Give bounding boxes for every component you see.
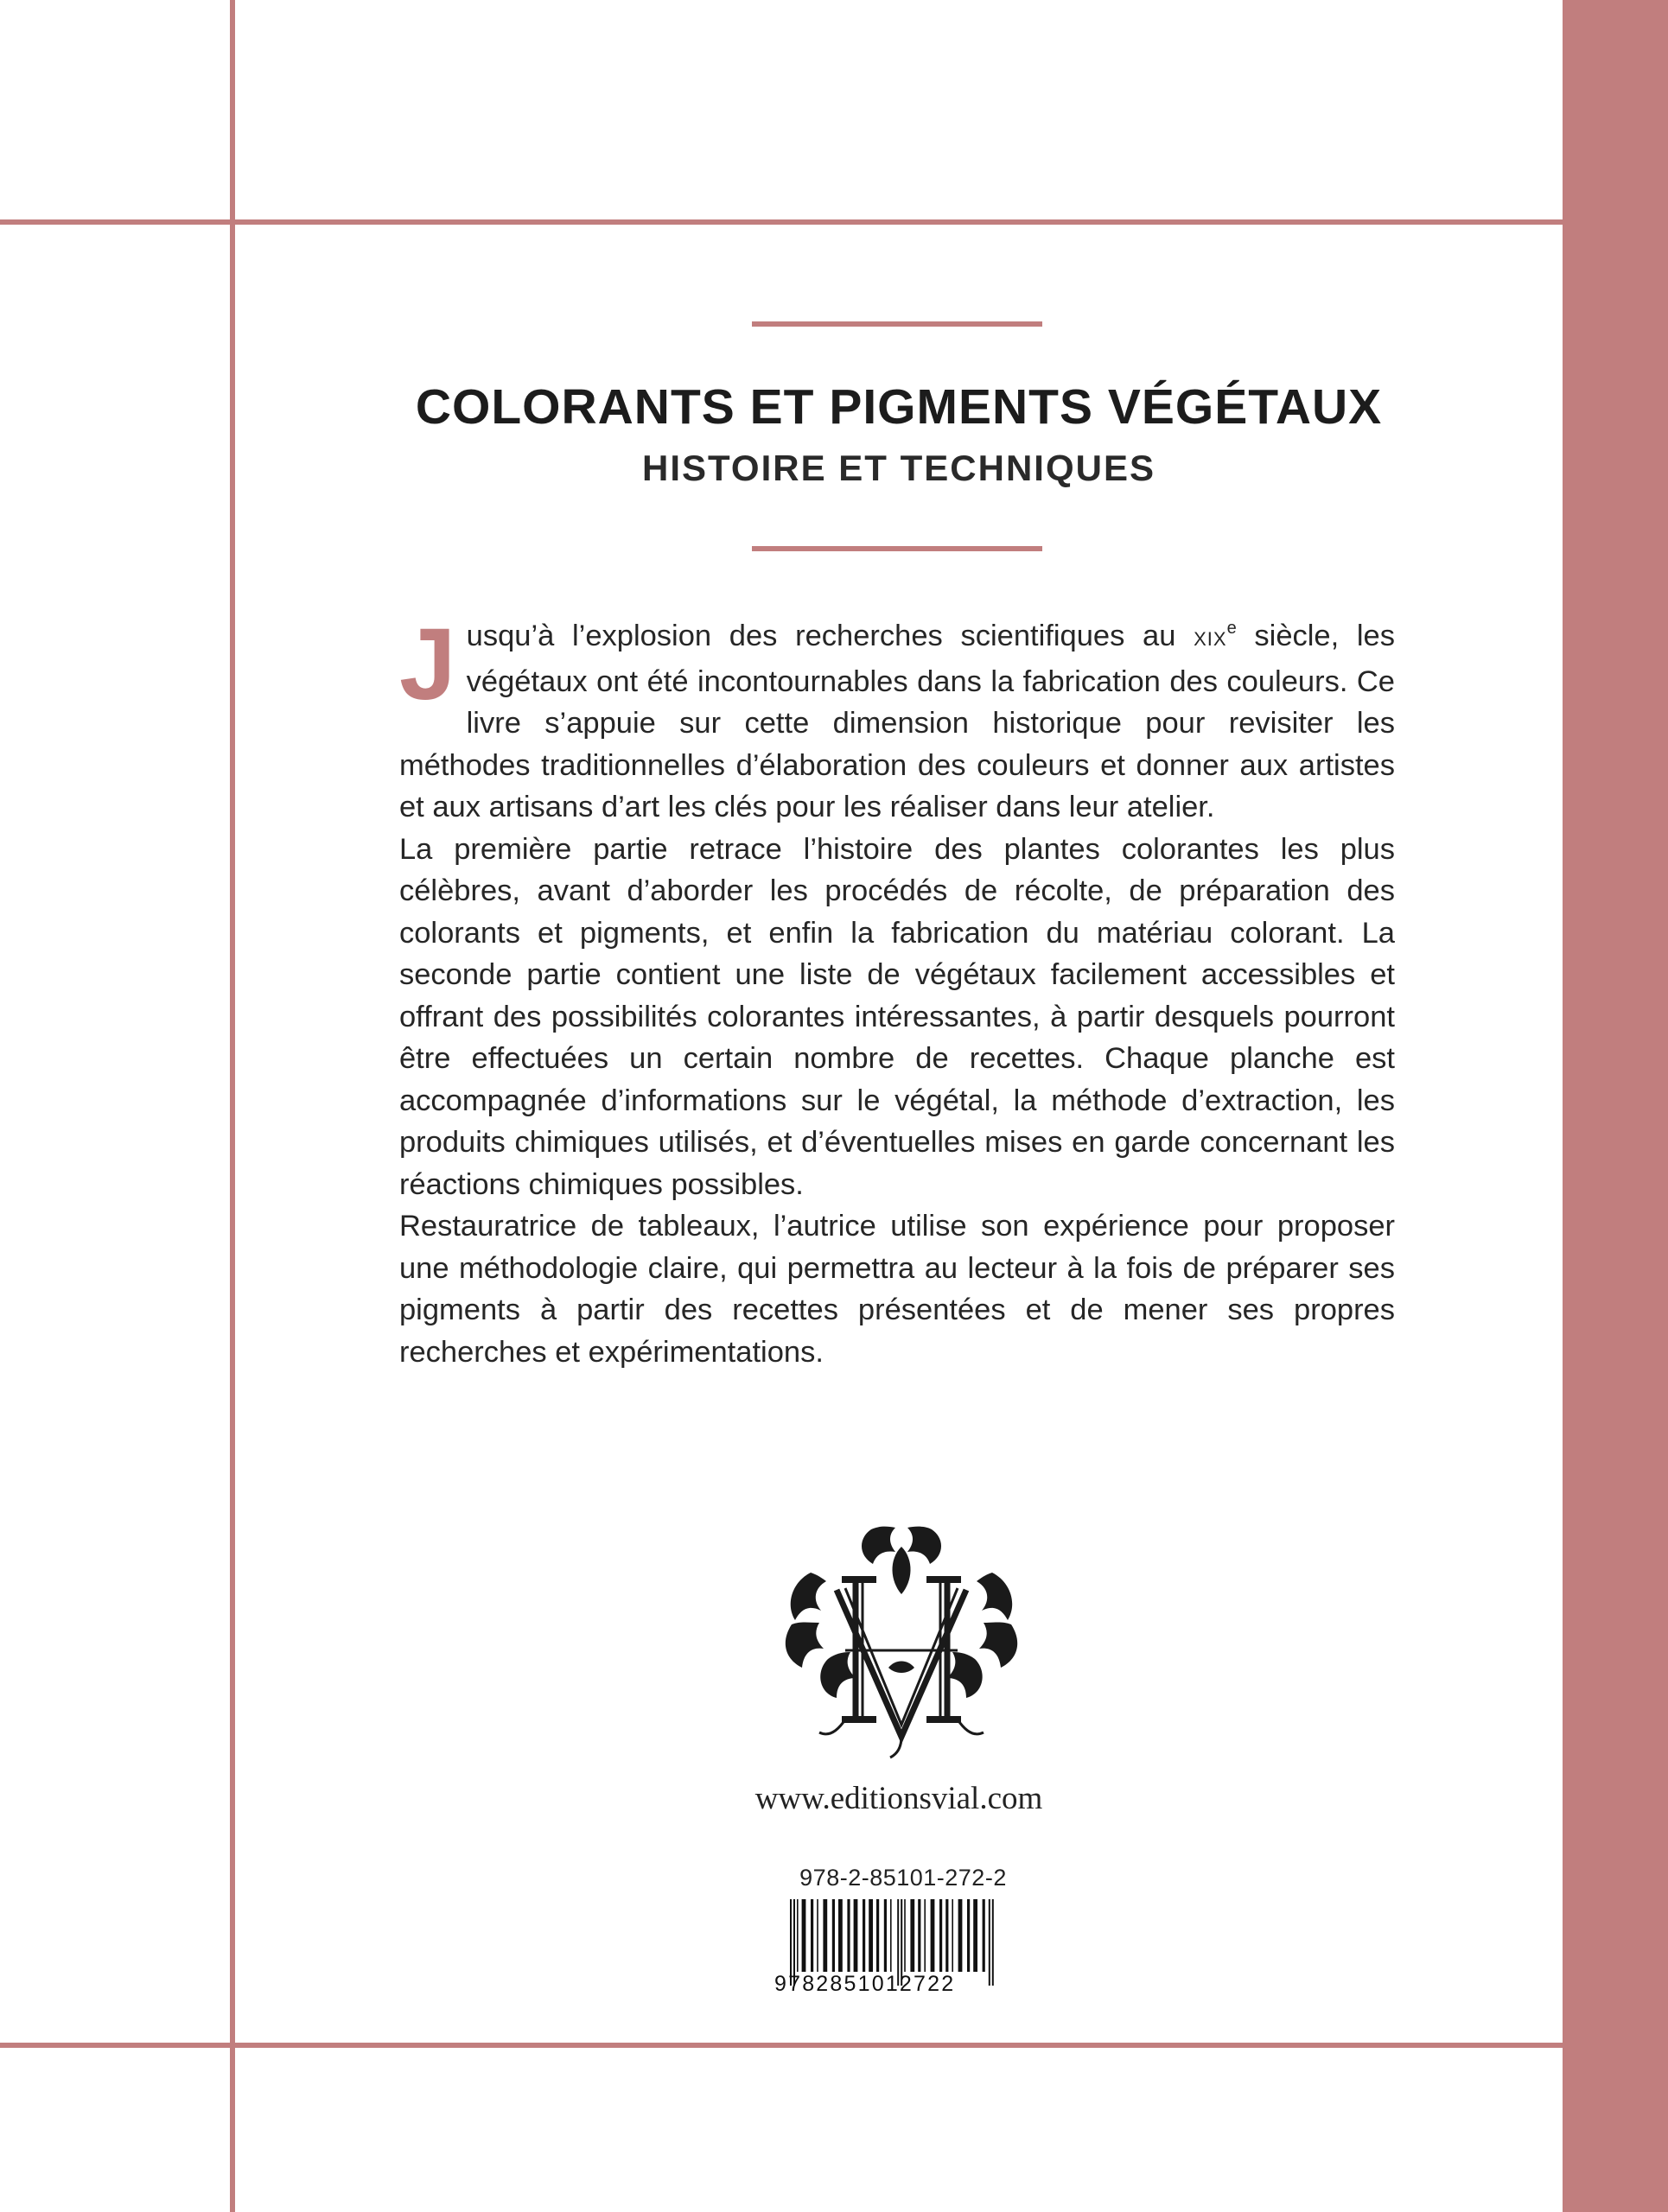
- drop-cap: J: [399, 607, 456, 721]
- barcode-bar: [832, 1899, 835, 1972]
- barcode-bar: [924, 1899, 926, 1972]
- barcode-bar: [904, 1899, 906, 1972]
- top-horizontal-rule: [0, 219, 1563, 225]
- century-superscript: e: [1226, 619, 1237, 638]
- barcode-bar: [958, 1899, 963, 1972]
- barcode-bar: [939, 1899, 942, 1972]
- barcode-bar: [869, 1899, 873, 1972]
- barcode-bar: [876, 1899, 879, 1972]
- barcode-bar: [890, 1899, 892, 1972]
- barcode-bar: [838, 1899, 843, 1972]
- barcode-bar: [884, 1899, 887, 1972]
- blurb-p1-end: siècle, les végétaux ont été incontournables dans la fabrication des couleurs. Ce livre s’appuie sur cette dimension historique pour revisiter les méthodes traditionnelles d’élaboration des couleurs et donner aux artistes et aux artisans d’art les clés pour les réaliser dans leur atelier.: [399, 620, 1395, 823]
- barcode-bar: [817, 1899, 818, 1972]
- publisher-url: www.editionsvial.com: [754, 1781, 1043, 1816]
- barcode-bar: [847, 1899, 850, 1972]
- barcode-bar: [918, 1899, 920, 1972]
- barcode-bar: [945, 1899, 948, 1972]
- barcode-bar: [823, 1899, 827, 1972]
- vertical-rule: [230, 0, 235, 2212]
- barcode-bar: [854, 1899, 858, 1972]
- blurb-paragraph-1: [399, 607, 1395, 829]
- barcode-bar: [811, 1899, 813, 1972]
- book-title: COLORANTS ET PIGMENTS VÉGÉTAUX: [415, 379, 1383, 435]
- barcode-digits: 9782851012722: [774, 1972, 956, 1996]
- title-top-divider: [752, 321, 1042, 327]
- barcode-bar: [802, 1899, 806, 1972]
- back-cover-blurb: [399, 607, 1395, 1373]
- barcode-bar: [797, 1899, 799, 1972]
- bottom-horizontal-rule: [0, 2043, 1563, 2048]
- barcode-bar: [910, 1899, 914, 1972]
- isbn-text: 978-2-85101-272-2: [799, 1865, 1007, 1891]
- right-color-band: [1563, 0, 1668, 2212]
- blurb-paragraph-2: La première partie retrace l’histoire des plantes colorantes les plus célèbres, avant d’aborder les procédés de récolte, de préparation des colorants et pigments, et enfin la fabrication du matériau colorant. La seconde partie contient une liste de végétaux facilement accessibles et offrant des possibilités colorantes intéressantes, à partir desquels pourront être effectuées un certain nombre de recettes. Chaque planche est accompagnée d’informations sur le végétal, la méthode d’extraction, les produits chimiques utilisés, et d’éventuelles mises en garde concernant les réactions chimiques possibles.: [399, 832, 1395, 1201]
- vh-monogram-icon: [776, 1521, 1027, 1763]
- barcode-bar: [931, 1899, 935, 1972]
- blurb-paragraph-3: Restauratrice de tableaux, l’autrice utilise son expérience pour proposer une méthodologie claire, qui permettra au lecteur à la fois de préparer ses pigments à partir des recettes présentées et de mener ses propres recherches et expérimentations.: [399, 1210, 1395, 1369]
- century-numeral: XIX: [1194, 628, 1227, 650]
- barcode-bar: [967, 1899, 970, 1972]
- blurb-p1-start: usqu’à l’explosion des recherches scientifiques au: [466, 620, 1194, 652]
- barcode-bar: [952, 1899, 953, 1972]
- barcode-bar: [973, 1899, 977, 1972]
- title-bottom-divider: [752, 546, 1042, 551]
- barcode-bar: [863, 1899, 865, 1972]
- barcode-bar: [983, 1899, 985, 1972]
- book-subtitle: HISTOIRE ET TECHNIQUES: [642, 448, 1156, 488]
